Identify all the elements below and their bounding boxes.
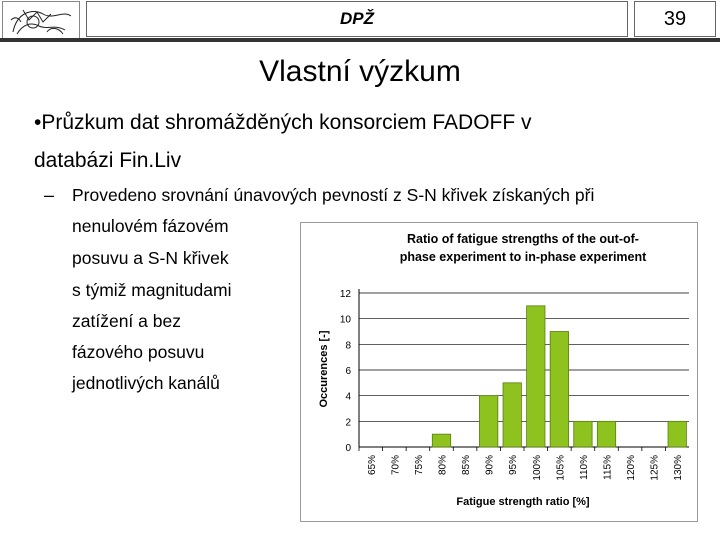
header-title-box xyxy=(86,1,628,37)
chart-y-axis-label: Occurences [-] xyxy=(318,330,330,408)
bar-100pct xyxy=(527,306,545,447)
chart-bars xyxy=(432,306,686,447)
main-bullet-line-2: databázi Fin.Liv xyxy=(34,149,182,172)
x-tick-label: 70% xyxy=(390,455,402,476)
sub-bullet-line-2: nenulovém fázovém xyxy=(72,216,229,236)
sub-bullet-line-7: jednotlivých kanálů xyxy=(72,373,220,393)
chart-axes xyxy=(359,289,689,447)
page-number-box xyxy=(634,1,716,37)
logo-drawing-icon xyxy=(3,2,79,40)
x-tick-label: 95% xyxy=(508,455,520,476)
chart-svg xyxy=(301,223,697,521)
y-tick-label: 10 xyxy=(339,314,351,326)
sub-bullet-line-1: Provedeno srovnání únavových pevností z S-N křivek získaných při xyxy=(72,185,595,205)
chart-x-ticks xyxy=(359,447,684,481)
x-tick-label: 130% xyxy=(673,455,685,481)
x-tick-label: 85% xyxy=(461,455,473,476)
bar-95pct xyxy=(503,383,521,447)
x-tick-label: 120% xyxy=(626,455,638,481)
sub-bullet-line-5: zatížení a bez xyxy=(72,311,181,331)
y-tick-label: 8 xyxy=(345,340,351,352)
slide-header xyxy=(0,0,720,42)
bar-90pct xyxy=(479,396,497,447)
bar-105pct xyxy=(550,332,568,448)
x-tick-label: 80% xyxy=(437,455,449,476)
bar-80pct xyxy=(432,434,450,447)
y-tick-label: 4 xyxy=(345,391,351,403)
x-tick-label: 100% xyxy=(531,455,543,481)
main-bullet-line-1 xyxy=(34,104,674,142)
x-tick-label: 65% xyxy=(366,455,378,476)
header-divider xyxy=(0,38,720,42)
sub-bullet-line-6: fázového posuvu xyxy=(72,342,205,362)
chart-y-ticks xyxy=(340,289,352,454)
bar-130pct xyxy=(668,421,686,447)
chart-gridlines xyxy=(359,293,689,447)
x-tick-label: 75% xyxy=(413,455,425,476)
main-bullet xyxy=(34,104,674,180)
y-tick-label: 12 xyxy=(339,289,351,300)
bullet-marker: • xyxy=(34,111,42,134)
page-number: 39 xyxy=(663,8,687,30)
x-tick-label: 115% xyxy=(602,455,614,480)
chart-title-line-2: phase experiment to in-phase experiment xyxy=(399,250,647,264)
y-tick-label: 6 xyxy=(345,366,351,377)
main-bullet-text-1: Průzkum dat shromážděných konsorciem FADOFF v xyxy=(41,111,532,134)
x-tick-label: 90% xyxy=(484,455,496,476)
chart-title-line-1: Ratio of fatigue strengths of the out-of- xyxy=(407,232,639,246)
logo xyxy=(2,1,80,41)
y-tick-label: 0 xyxy=(345,443,351,454)
sub-bullet-line-4: s týmiž magnitudami xyxy=(72,280,232,300)
header-title: DPŽ xyxy=(340,9,374,28)
x-tick-label: 110% xyxy=(578,455,590,480)
x-tick-label: 125% xyxy=(649,455,661,481)
fatigue-ratio-chart xyxy=(300,222,698,522)
bar-110pct xyxy=(574,421,592,447)
bar-115pct xyxy=(597,421,615,447)
sub-bullet-line-3: posuvu a S-N křivek xyxy=(72,248,229,268)
y-tick-label: 2 xyxy=(345,417,351,429)
slide-title: Vlastní výzkum xyxy=(259,55,461,88)
chart-x-axis-label: Fatigue strength ratio [%] xyxy=(456,496,590,508)
x-tick-label: 105% xyxy=(555,455,567,481)
sub-bullet-marker: – xyxy=(44,185,55,205)
